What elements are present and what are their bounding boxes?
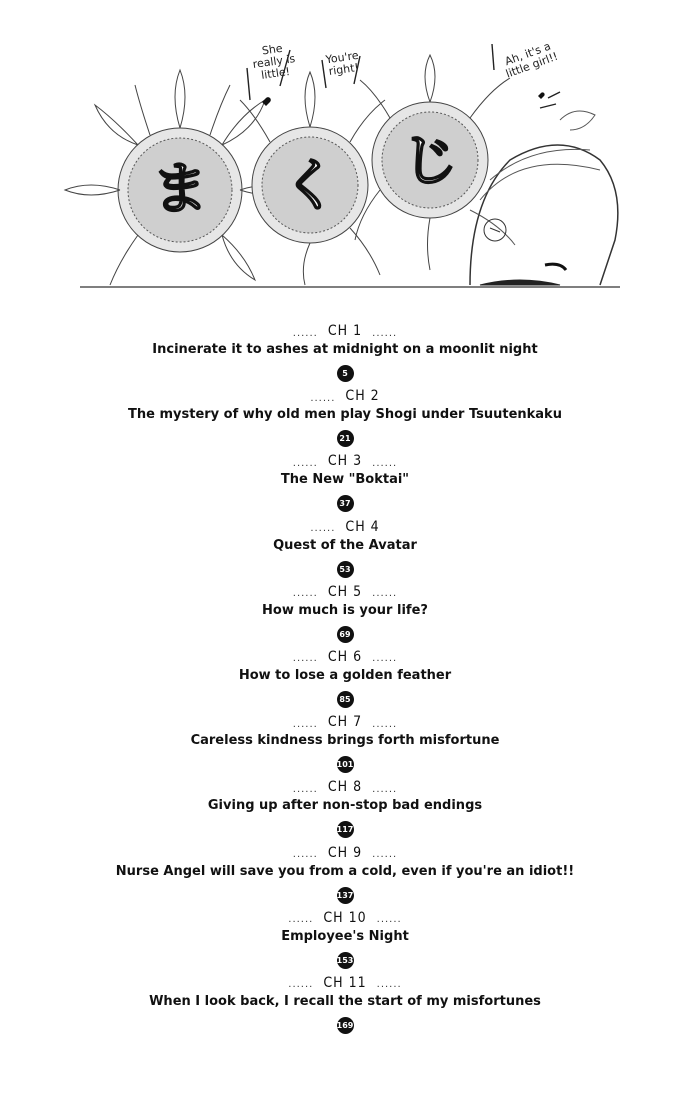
chapter-1[interactable]	[0, 322, 690, 387]
svg-text:ま: ま	[152, 157, 208, 222]
leader-dots: ......	[310, 392, 336, 404]
leader-dots: ......	[372, 457, 398, 469]
page-number: 85	[337, 691, 354, 708]
leader-dots: ......	[292, 588, 318, 600]
girl-character	[470, 111, 618, 285]
chapter-title: Careless kindness brings forth misfortune	[190, 733, 500, 749]
chapter-label: CH 4	[345, 518, 380, 535]
chapter-title: Giving up after non-stop bad endings	[207, 798, 483, 814]
page-number: 137	[337, 887, 354, 904]
chapter-label: CH 8	[327, 779, 363, 796]
leader-dots: ......	[372, 718, 398, 730]
leader-dots: ......	[372, 783, 398, 795]
chapter-title: Nurse Angel will save you from a cold, even if you're an idiot!!	[115, 863, 575, 879]
svg-text:く: く	[282, 154, 338, 219]
svg-text:じ: じ	[402, 129, 458, 194]
leader-dots: ......	[288, 979, 314, 991]
chapter-title: The New "Boktai"	[280, 472, 410, 488]
page-number: 5	[337, 365, 354, 382]
chapter-title: How much is your life?	[262, 602, 428, 618]
speech-bubble-2: You're right!	[324, 48, 360, 78]
page-number: 53	[337, 561, 354, 578]
chapter-title: The mystery of why old men play Shogi under Tsuutenkaku	[128, 407, 562, 423]
speech-bubble-1: She really is little!	[251, 41, 296, 82]
chapter-4[interactable]	[0, 518, 690, 583]
leader-dots: ......	[376, 979, 402, 991]
chapter-7[interactable]	[0, 713, 690, 778]
chapter-11[interactable]	[0, 974, 690, 1039]
chapter-title: Employee's Night	[281, 928, 409, 944]
chapter-10[interactable]	[0, 909, 690, 974]
chapter-label: CH 9	[327, 844, 363, 861]
leader-dots: ......	[372, 588, 398, 600]
leader-dots: ......	[376, 914, 402, 926]
page-number: 153	[337, 952, 354, 969]
leader-dots: ......	[372, 327, 398, 339]
leader-dots: ......	[292, 718, 318, 730]
chapter-6[interactable]	[0, 648, 690, 713]
sunflower-illustration	[0, 0, 690, 300]
speech-bubble-3: Ah, it's a little girl!!	[503, 39, 560, 81]
leader-dots: ......	[288, 914, 314, 926]
page-number: 37	[337, 495, 354, 512]
page-number: 101	[337, 756, 354, 773]
chapter-title: Quest of the Avatar	[273, 537, 417, 553]
chapter-label: CH 1	[327, 323, 363, 339]
chapter-title: Incinerate it to ashes at midnight on a moonlit night	[152, 342, 538, 357]
chapter-2[interactable]	[0, 387, 690, 452]
leader-dots: ......	[292, 783, 318, 795]
page-number: 69	[337, 626, 354, 643]
chapter-5[interactable]	[0, 583, 690, 648]
leader-dots: ......	[292, 457, 318, 469]
sunflower-drawing	[0, 0, 690, 300]
chapter-label: CH 5	[327, 583, 363, 600]
leader-dots: ......	[292, 327, 318, 339]
page-number: 21	[337, 430, 354, 447]
chapter-label: CH 7	[327, 714, 363, 731]
sunflower-2	[240, 72, 385, 285]
chapter-title: How to lose a golden feather	[238, 667, 452, 683]
chapter-label: CH 3	[327, 453, 363, 470]
page-number: 169	[337, 1017, 354, 1034]
chapter-label: CH 10	[323, 909, 367, 926]
leader-dots: ......	[372, 849, 398, 860]
leader-dots: ......	[292, 653, 318, 665]
chapter-label: CH 6	[327, 648, 363, 665]
chapter-title: When I look back, I recall the start of my misfortunes	[149, 993, 541, 1009]
page-number: 117	[337, 821, 354, 838]
chapter-9[interactable]	[0, 844, 690, 909]
chapter-label: CH 2	[345, 388, 380, 405]
table-of-contents	[0, 322, 690, 1039]
leader-dots: ......	[292, 849, 318, 860]
leader-dots: ......	[372, 653, 398, 665]
leader-dots: ......	[310, 523, 336, 535]
chapter-8[interactable]	[0, 778, 690, 843]
chapter-label: CH 11	[323, 974, 367, 991]
chapter-3[interactable]	[0, 452, 690, 517]
